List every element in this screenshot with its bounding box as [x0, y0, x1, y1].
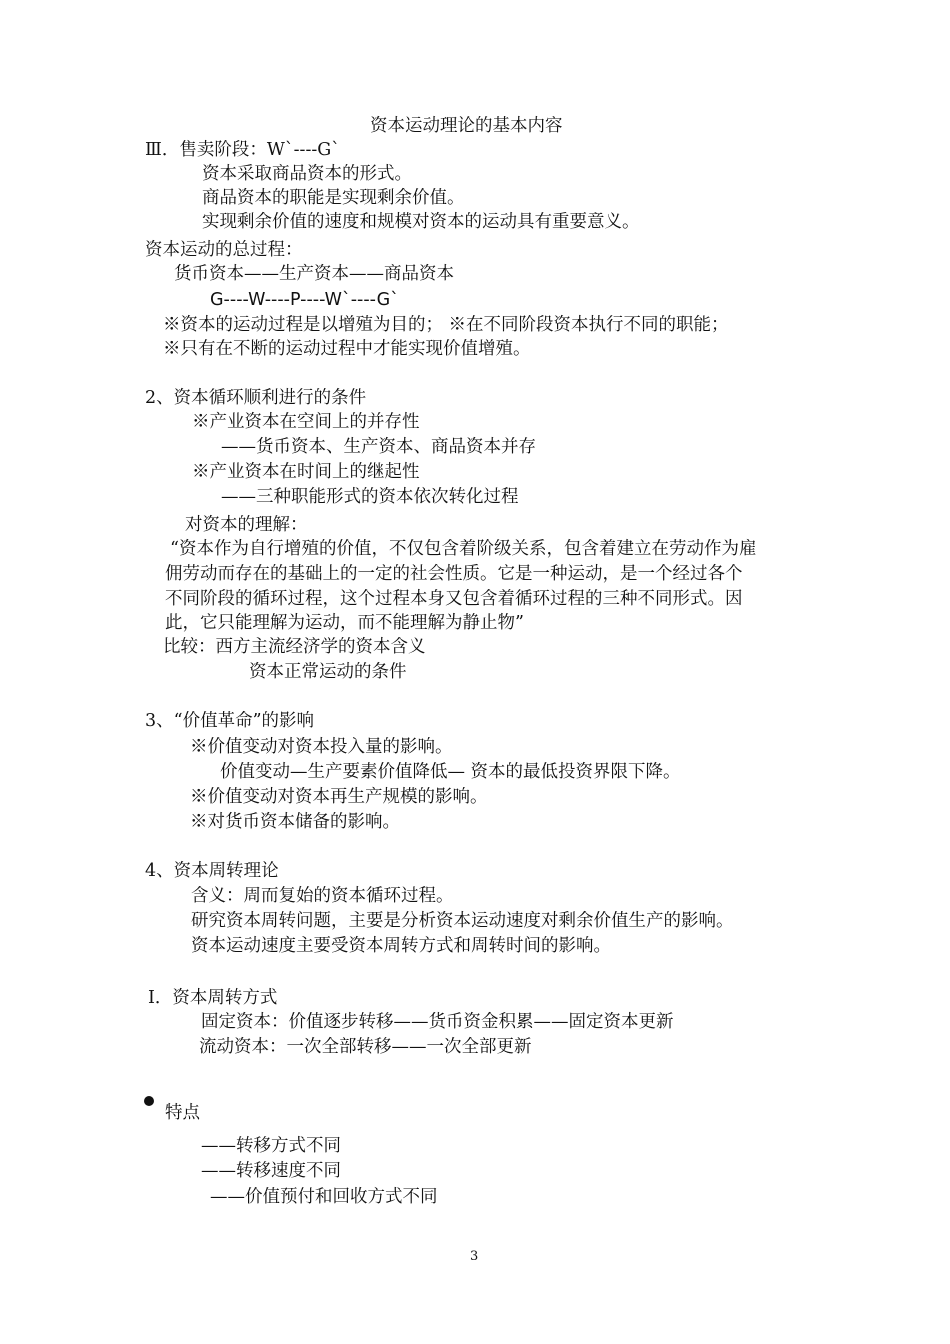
text-line: 商品资本的职能是实现剩余价值。	[202, 188, 465, 208]
text-line: ※产业资本在空间上的并存性	[192, 412, 420, 432]
text-line: 价值变动—生产要素价值降低— 资本的最低投资界限下降。	[220, 762, 681, 782]
text-line: ※价值变动对资本投入量的影响。	[190, 737, 453, 757]
page-title: 资本运动理论的基本内容	[370, 116, 563, 136]
text-line: ※产业资本在时间上的继起性	[192, 462, 420, 482]
quote-line: 此，它只能理解为运动，而不能理解为静止物”	[165, 613, 524, 633]
text-line: ——转移速度不同	[201, 1161, 341, 1181]
text-line: ※价值变动对资本再生产规模的影响。	[190, 787, 488, 807]
section-heading: Ⅰ．资本周转方式	[148, 988, 278, 1008]
quote-line: 佣劳动而存在的基础上的一定的社会性质。它是一种运动，是一个经过各个	[165, 564, 743, 584]
text-line: ※资本的运动过程是以增殖为目的； ※在不同阶段资本执行不同的职能；	[163, 315, 729, 335]
text-line: ——价值预付和回收方式不同	[210, 1187, 438, 1207]
text-line: 固定资本：价值逐步转移——货币资金积累——固定资本更新	[201, 1012, 674, 1032]
section-heading: 2、资本循环顺利进行的条件	[145, 388, 367, 408]
formula-line: G----W----P----W`----G`	[210, 290, 399, 310]
text-line: 资本运动速度主要受资本周转方式和周转时间的影响。	[191, 936, 611, 956]
text-line: ※只有在不断的运动过程中才能实现价值增殖。	[163, 339, 531, 359]
text-line: 含义：周而复始的资本循环过程。	[191, 886, 454, 906]
text-line: 研究资本周转问题，主要是分析资本运动速度对剩余价值生产的影响。	[191, 911, 734, 931]
section-heading: 3、“价值革命”的影响	[145, 711, 315, 731]
text-line: ——转移方式不同	[201, 1136, 341, 1156]
text-line: ——三种职能形式的资本依次转化过程	[221, 487, 519, 507]
text-line: ※对货币资本储备的影响。	[190, 812, 400, 832]
bullet-icon	[144, 1096, 154, 1106]
text-line: 特点	[165, 1103, 200, 1123]
text-line: ——货币资本、生产资本、商品资本并存	[221, 437, 536, 457]
text-line: Ⅲ．售卖阶段：W`----G`	[145, 140, 340, 160]
quote-line: “资本作为自行增殖的价值，不仅包含着阶级关系，包含着建立在劳动作为雇	[170, 539, 757, 559]
text-line: 流动资本：一次全部转移——一次全部更新	[199, 1037, 532, 1057]
section-heading: 4、资本周转理论	[145, 861, 279, 881]
text-line: 比较：西方主流经济学的资本含义	[163, 637, 426, 657]
text-line: 资本正常运动的条件	[249, 662, 407, 682]
page-number: 3	[470, 1249, 479, 1264]
text-line: 资本采取商品资本的形式。	[202, 164, 412, 184]
section-heading: 资本运动的总过程：	[145, 240, 303, 260]
text-line: 对资本的理解：	[185, 515, 308, 535]
text-line: 实现剩余价值的速度和规模对资本的运动具有重要意义。	[202, 212, 640, 232]
quote-line: 不同阶段的循环过程，这个过程本身又包含着循环过程的三种不同形式。因	[165, 589, 743, 609]
text-line: 货币资本——生产资本——商品资本	[174, 264, 454, 284]
